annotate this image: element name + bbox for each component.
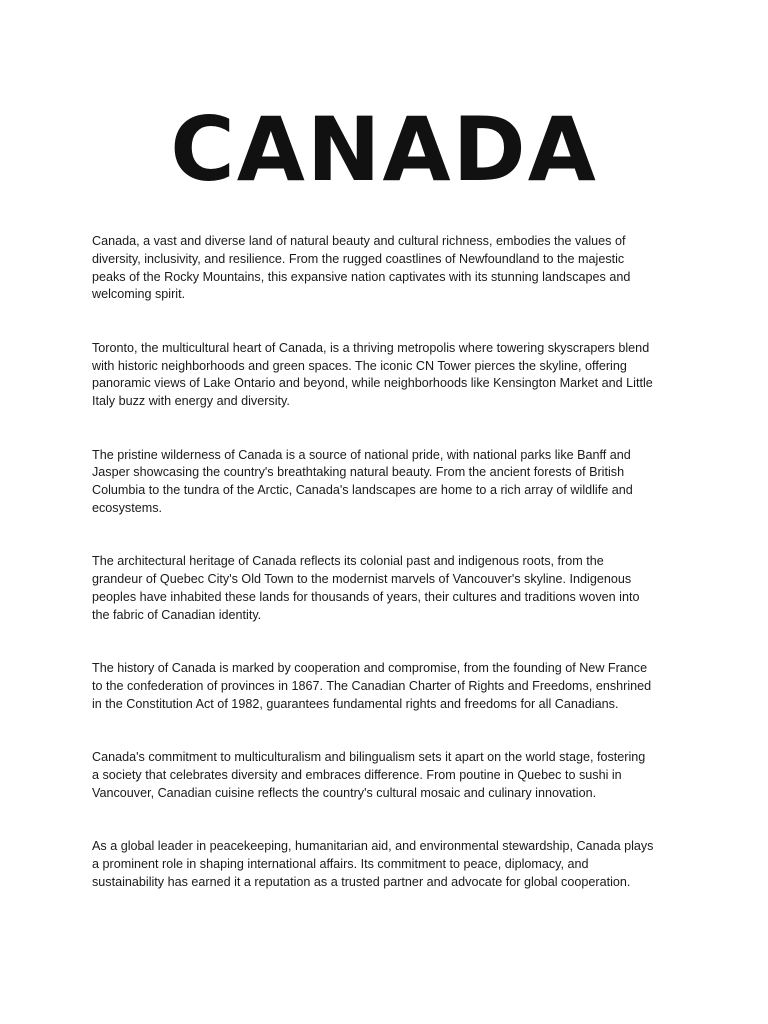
paragraph-history: The history of Canada is marked by cooperation and compromise, from the founding of New France to the confederation of provinces in 1867. The Canadian Charter of Rights and Freedoms, enshrined in the Constitution Act of 1982, guarantees fundamental rights and freedoms for all Canadians.: [92, 661, 652, 711]
page-title: CANADA: [170, 98, 598, 201]
document-body: [92, 233, 688, 891]
paragraph-toronto: Toronto, the multicultural heart of Canada, is a thriving metropolis where towering skyscrapers blend with historic neighborhoods and green spaces. The iconic CN Tower pierces the skyline, offering panoramic views of Lake Ontario and beyond, while neighborhoods like Kensington Market and Little Italy buzz with energy and diversity.: [92, 340, 653, 409]
paragraph-intro: Canada, a vast and diverse land of natural beauty and cultural richness, embodies the values of diversity, inclusivity, and resilience. From the rugged coastlines of Newfoundland to the majestic peaks of the Rocky Mountains, this expansive nation captivates with its stunning landscapes and welcoming spirit.: [92, 234, 631, 302]
paragraph-architecture: The architectural heritage of Canada reflects its colonial past and indigenous roots, from the grandeur of Quebec City's Old Town to the modernist marvels of Vancouver's skyline. Indigenous peoples have inhabited these lands for thousands of years, their cultures and traditions woven into the fabric of Canadian identity.: [92, 554, 640, 622]
paragraph-wilderness: The pristine wilderness of Canada is a source of national pride, with national parks like Banff and Jasper showcasing the country's breathtaking natural beauty. From the ancient forests of British Columbia to the tundra of the Arctic, Canada's landscapes are home to a rich array of wildlife and ecosystems.: [92, 447, 633, 515]
paragraph-global-leader: As a global leader in peacekeeping, humanitarian aid, and environmental stewardship, Canada plays a prominent role in shaping international affairs. Its commitment to peace, diplomacy, and sustainability has earned it a reputation as a trusted partner and advocate for global cooperation.: [92, 839, 654, 889]
paragraph-multiculturalism: Canada's commitment to multiculturalism and bilingualism sets it apart on the world stage, fostering a society that celebrates diversity and embraces difference. From poutine in Quebec to sushi in Vancouver, Canadian cuisine reflects the country's cultural mosaic and culinary innovation.: [92, 750, 646, 800]
